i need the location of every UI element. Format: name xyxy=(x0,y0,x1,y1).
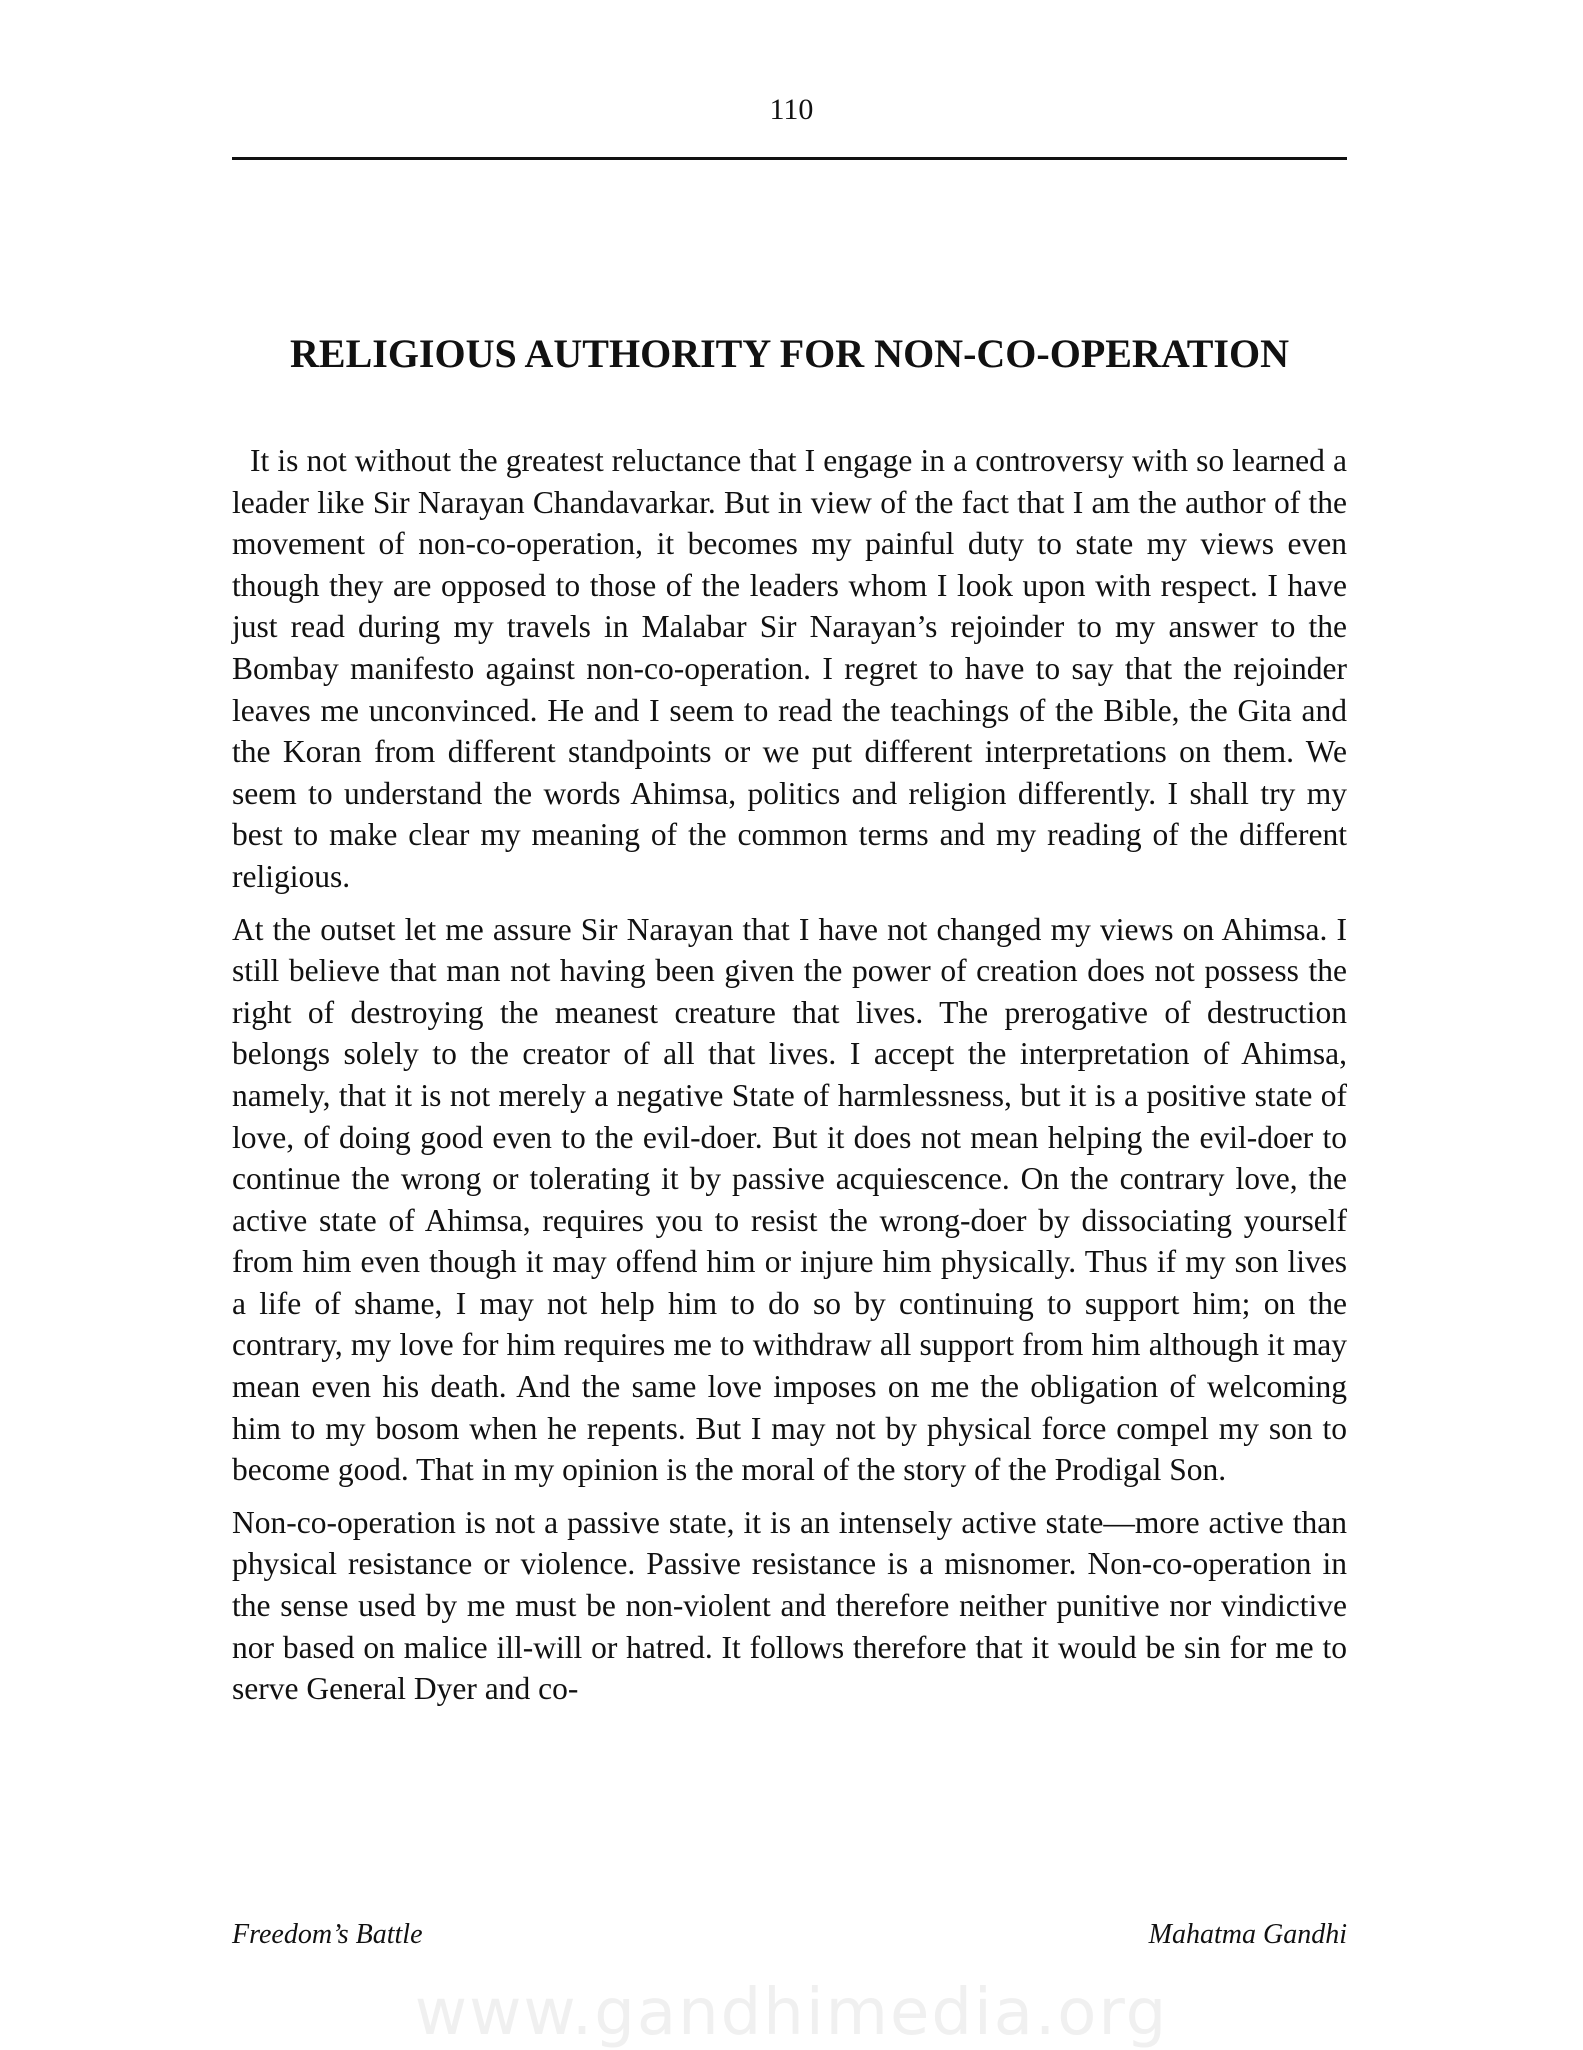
page-number: 110 xyxy=(769,93,814,126)
footer-book-title: Freedom’s Battle xyxy=(232,1919,423,1950)
paragraph-3: Non-co-operation is not a passive state, it is an intensely active state—more active than physical resistance or violence. Passive resistance is a misnomer. Non-co-operation in the sense used by me must be non-violent and therefore neither punitive nor vindictive nor based on malice ill-will or hatred. It follows therefore that it would be sin for me to serve General Dyer and co- xyxy=(232,1504,1347,1707)
footer-author: Mahatma Gandhi xyxy=(1148,1919,1347,1950)
paragraph-1: It is not without the greatest reluctance that I engage in a controversy with so learned a leader like Sir Narayan Chandavarkar. But in view of the fact that I am the author of the movement of non-co-operation, it becomes my painful duty to state my views even though they are opposed to those of the leaders whom I look upon with respect. I have just read during my travels in Malabar Sir Narayan’s rejoinder to my answer to the Bombay manifesto against non-co-operation. I regret to have to say that the rejoinder leaves me unconvinced. He and I seem to read the teachings of the Bible, the Gita and the Koran from different standpoints or we put different interpretations on them. We seem to understand the words Ahimsa, politics and religion differently. I shall try my best to make clear my meaning of the common terms and my reading of the different religious. xyxy=(232,443,1347,894)
chapter-title: RELIGIOUS AUTHORITY FOR NON-CO-OPERATION xyxy=(290,331,1289,376)
article-body xyxy=(232,440,1347,1721)
watermark: www.gandhimedia.org xyxy=(414,1976,1169,2050)
paragraph-2: At the outset let me assure Sir Narayan that I have not changed my views on Ahimsa. I still believe that man not having been given the power of creation does not possess the right of destroying the meanest creature that lives. The prerogative of destruction belongs solely to the creator of all that lives. I accept the interpretation of Ahimsa, namely, that it is not merely a negative State of harmlessness, but it is a positive state of love, of doing good even to the evil-doer. But it does not mean helping the evil-doer to continue the wrong or tolerating it by passive acquiescence. On the contrary love, the active state of Ahimsa, requires you to resist the wrong-doer by dissociating yourself from him even though it may offend him or injure him physically. Thus if my son lives a life of shame, I may not help him to do so by continuing to support him; on the contrary, my love for him requires me to withdraw all support from him although it may mean even his death. And the same love imposes on me the obligation of welcoming him to my bosom when he repents. But I may not by physical force compel my son to become good. That in my opinion is the moral of the story of the Prodigal Son. xyxy=(232,911,1347,1488)
header-rule xyxy=(232,157,1347,160)
